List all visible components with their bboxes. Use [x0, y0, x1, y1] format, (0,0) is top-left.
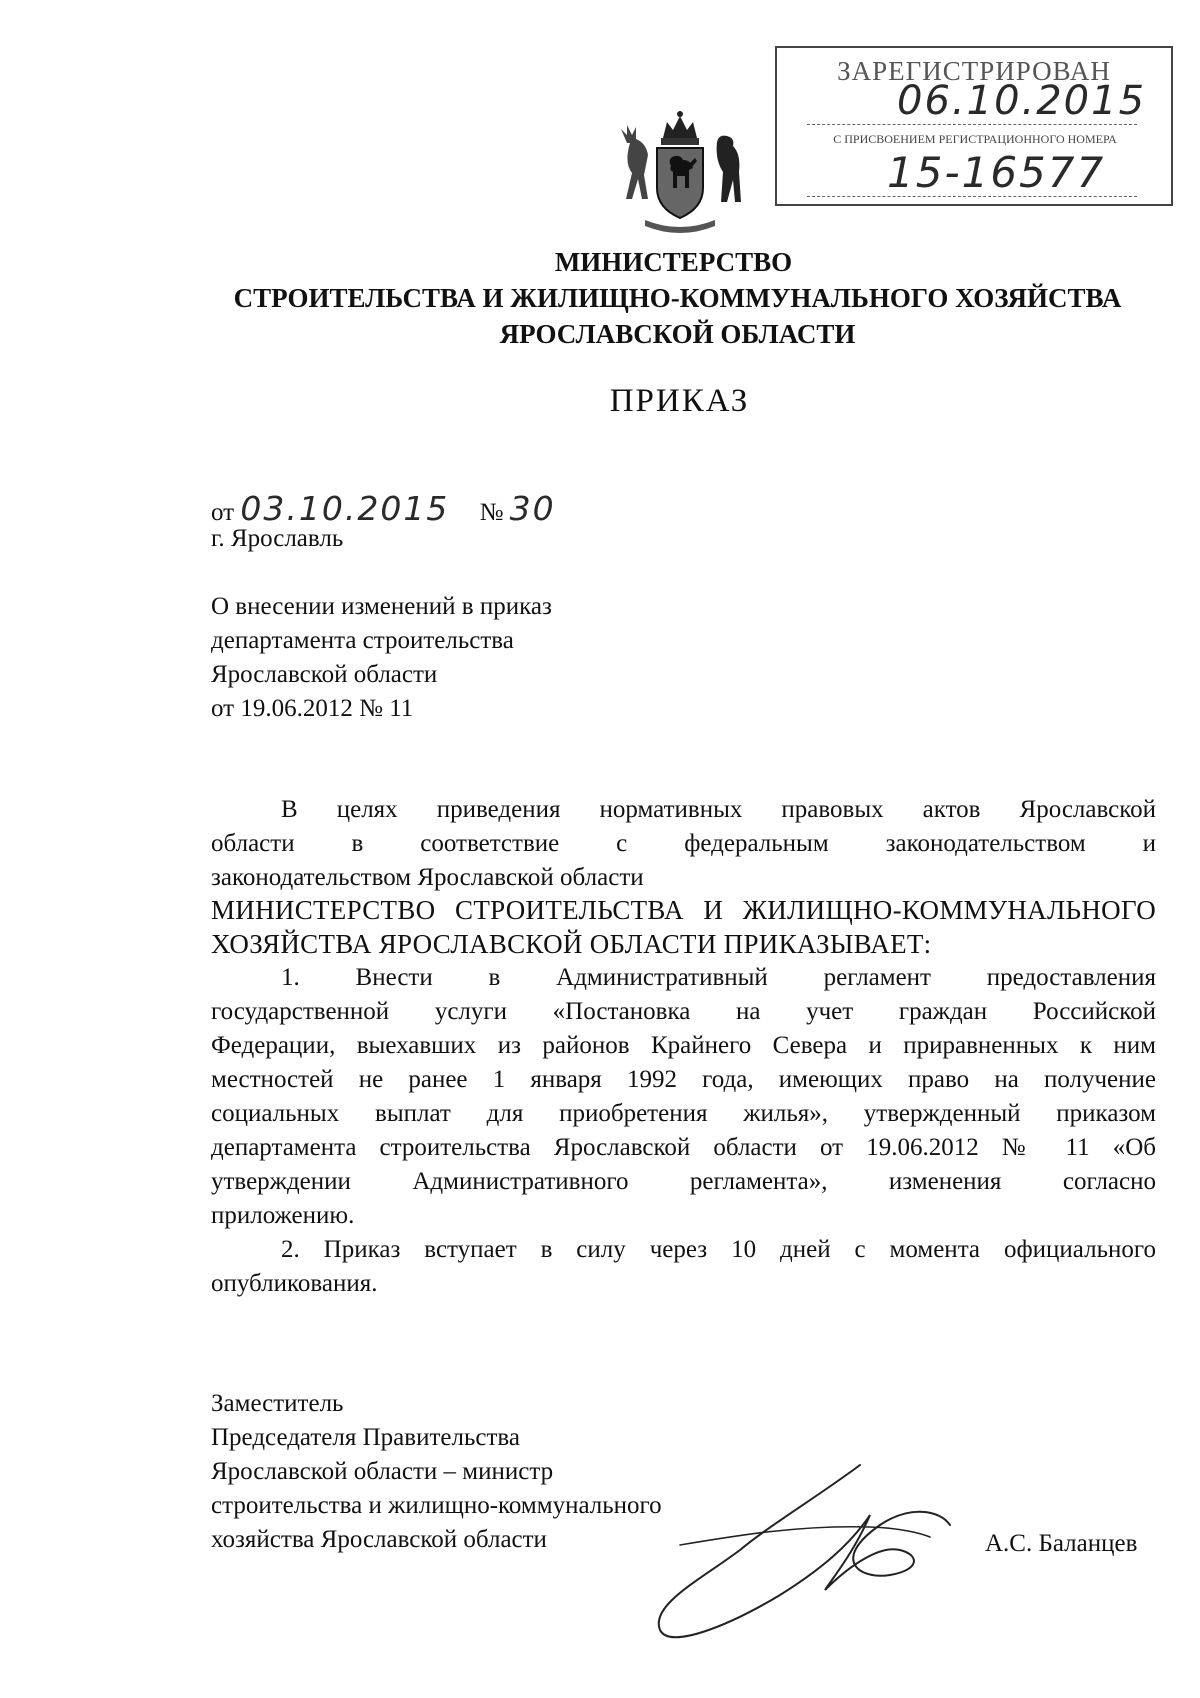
item-2-line: 2. Приказ вступает в силу через 10 дней с момента официального — [281, 1236, 1156, 1263]
number-prefix: № — [479, 499, 504, 526]
order-number: 30 — [509, 489, 556, 528]
ministry-title-line-3: ЯРОСЛАВСКОЙ ОБЛАСТИ — [499, 319, 856, 349]
registration-stamp — [775, 46, 1173, 206]
order-date: 03.10.2015 — [240, 489, 450, 528]
item-1-line: приложению. — [211, 1202, 355, 1229]
decree-line: ХОЗЯЙСТВА ЯРОСЛАВСКОЙ ОБЛАСТИ ПРИКАЗЫВАЕТ: — [211, 929, 932, 959]
item-1-line: 1. Внести в Административный регламент предоставления — [281, 964, 1156, 991]
decree-line: МИНИСТЕРСТВО СТРОИТЕЛЬСТВА И ЖИЛИЩНО-КОММУНАЛЬНОГО — [211, 895, 1156, 925]
order-date-number — [211, 489, 556, 528]
signer-position-line: Заместитель — [211, 1390, 344, 1417]
stamp-registration-number: 15-16577 — [887, 148, 1106, 197]
item-1-line: местностей не ранее 1 января 1992 года, имеющих право на получение — [211, 1066, 1156, 1093]
stamp-divider — [807, 124, 1137, 125]
document-type-title: ПРИКАЗ — [609, 383, 750, 419]
item-2-line: опубликования. — [211, 1270, 378, 1297]
stamp-caption: С ПРИСВОЕНИЕМ РЕГИСТРАЦИОННОГО НОМЕРА — [833, 132, 1117, 146]
item-1-line: Федерации, выехавших из районов Крайнего Севера и приравненных к ним — [211, 1032, 1156, 1059]
item-1-line: утверждении Административного регламента», изменения согласно — [211, 1168, 1156, 1195]
subject-line: Ярославской области — [211, 661, 438, 688]
signer-position-line: хозяйства Ярославской области — [211, 1526, 547, 1553]
ministry-title-line-2: СТРОИТЕЛЬСТВА И ЖИЛИЩНО-КОММУНАЛЬНОГО ХОЗЯЙСТВА — [233, 283, 1122, 313]
handwritten-signature — [620, 1455, 960, 1645]
order-city: г. Ярославль — [211, 525, 344, 552]
item-1-line: социальных выплат для приобретения жилья», утвержденный приказом — [211, 1100, 1156, 1127]
stamp-divider — [807, 196, 1137, 197]
subject-line: О внесении изменений в приказ — [211, 593, 552, 620]
preamble-line: области в соответствие с федеральным законодательством и — [211, 830, 1156, 857]
ministry-title-line-1: МИНИСТЕРСТВО — [554, 247, 793, 277]
stamp-title: ЗАРЕГИСТРИРОВАН — [837, 56, 1111, 86]
preamble-line: законодательством Ярославской области — [211, 864, 644, 891]
coat-of-arms-icon — [605, 108, 755, 238]
subject-line: от 19.06.2012 № 11 — [211, 695, 414, 722]
signer-position-line: Ярославской области – министр — [211, 1458, 554, 1485]
signer-name: А.С. Баланцев — [985, 1530, 1138, 1557]
signer-position-line: Председателя Правительства — [211, 1424, 520, 1451]
stamp-date: 06.10.2015 — [897, 78, 1147, 124]
signer-position-line: строительства и жилищно-коммунального — [211, 1492, 662, 1519]
date-prefix: от — [211, 499, 235, 526]
preamble-line: В целях приведения нормативных правовых актов Ярославской — [281, 796, 1156, 823]
item-1-line: государственной услуги «Постановка на учет граждан Российской — [211, 998, 1156, 1025]
subject-line: департамента строительства — [211, 627, 514, 654]
item-1-line: департамента строительства Ярославской области от 19.06.2012 № 11 «Об — [211, 1134, 1156, 1161]
